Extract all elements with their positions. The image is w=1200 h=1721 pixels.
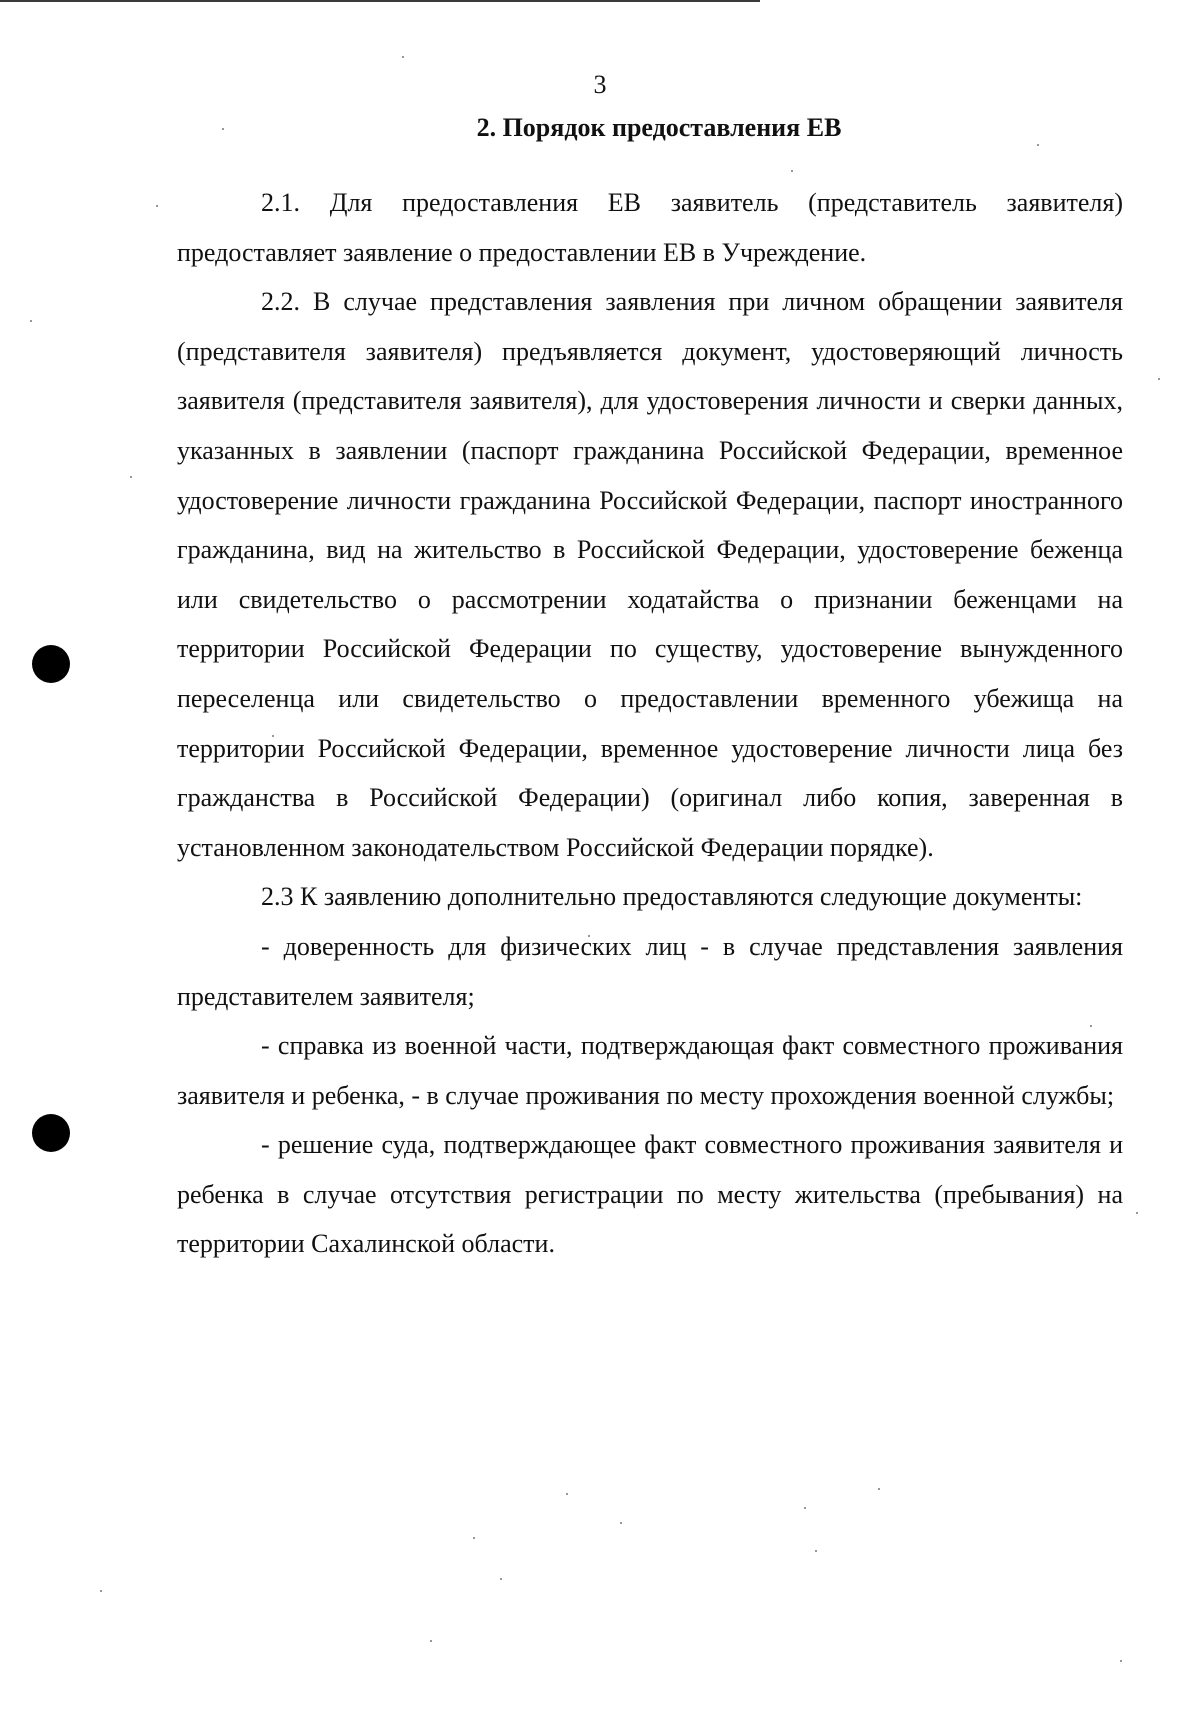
scan-speck xyxy=(566,1493,568,1495)
scan-speck xyxy=(1037,144,1039,146)
paragraph-2-1: 2.1. Для предоставления ЕВ заявитель (представитель заявителя) предоставляет заявление о предоставлении ЕВ в Учреждение. xyxy=(177,188,1123,267)
scan-speck xyxy=(430,1640,432,1642)
list-item-military-certificate: - справка из военной части, подтверждающая факт совместного проживания заявителя и ребенка, - в случае проживания по месту прохождения военной службы; xyxy=(177,1031,1123,1110)
scan-speck xyxy=(1136,1212,1138,1214)
scan-speck xyxy=(130,476,132,478)
scan-speck xyxy=(1120,1660,1122,1662)
paragraph-2-3: 2.3 К заявлению дополнительно предоставляются следующие документы: xyxy=(261,882,1083,912)
scan-speck xyxy=(815,1550,817,1552)
scan-edge-line xyxy=(0,0,760,2)
scan-speck xyxy=(30,320,32,322)
scan-speck xyxy=(791,170,793,172)
scan-speck xyxy=(402,56,404,58)
scan-speck xyxy=(878,1488,880,1490)
list-item-power-of-attorney: - доверенность для физических лиц - в случае представления заявления представителем заявителя; xyxy=(177,931,1123,1011)
scan-speck xyxy=(500,1578,502,1580)
scan-speck xyxy=(473,1537,475,1539)
punch-hole-top xyxy=(32,645,70,683)
paragraph-2-2: 2.2. В случае представления заявления при личном обращении заявителя (представителя заявителя) предъявляется документ, удостоверяющий личность заявителя (представителя заявителя), для удостоверения личности и сверки данных, указанных в заявлении (паспорт гражданина Российской Федерации, временное удостоверение личности гражданина Российской Федерации, паспорт иностранного гражданина, вид на жительство в Российской Федерации, удостоверение беженца или свидетельство о рассмотрении ходатайства о признании беженцами на территории Российской Федерации по существу, удостоверение вынужденного переселенца или свидетельство о предоставлении временного убежища на территории Российской Федерации, временное удостоверение личности лица без гражданства в Российской Федерации) (оригинал либо копия, заверенная в установленном законодательством Российской Федерации порядке). xyxy=(177,287,1123,862)
scan-speck xyxy=(1158,378,1160,380)
scan-speck xyxy=(156,205,158,207)
scan-speck xyxy=(100,1590,102,1592)
page-number: 3 xyxy=(593,70,607,99)
punch-hole-bottom xyxy=(32,1114,70,1152)
scan-speck xyxy=(804,1507,806,1509)
document-body xyxy=(177,178,1123,1269)
scan-speck xyxy=(620,1522,622,1524)
list-item-court-decision: - решение суда, подтверждающее факт совместного проживания заявителя и ребенка в случае отсутствия регистрации по месту жительства (пребывания) на территории Сахалинской области. xyxy=(177,1130,1123,1259)
section-title: 2. Порядок предоставления ЕВ xyxy=(476,113,842,142)
